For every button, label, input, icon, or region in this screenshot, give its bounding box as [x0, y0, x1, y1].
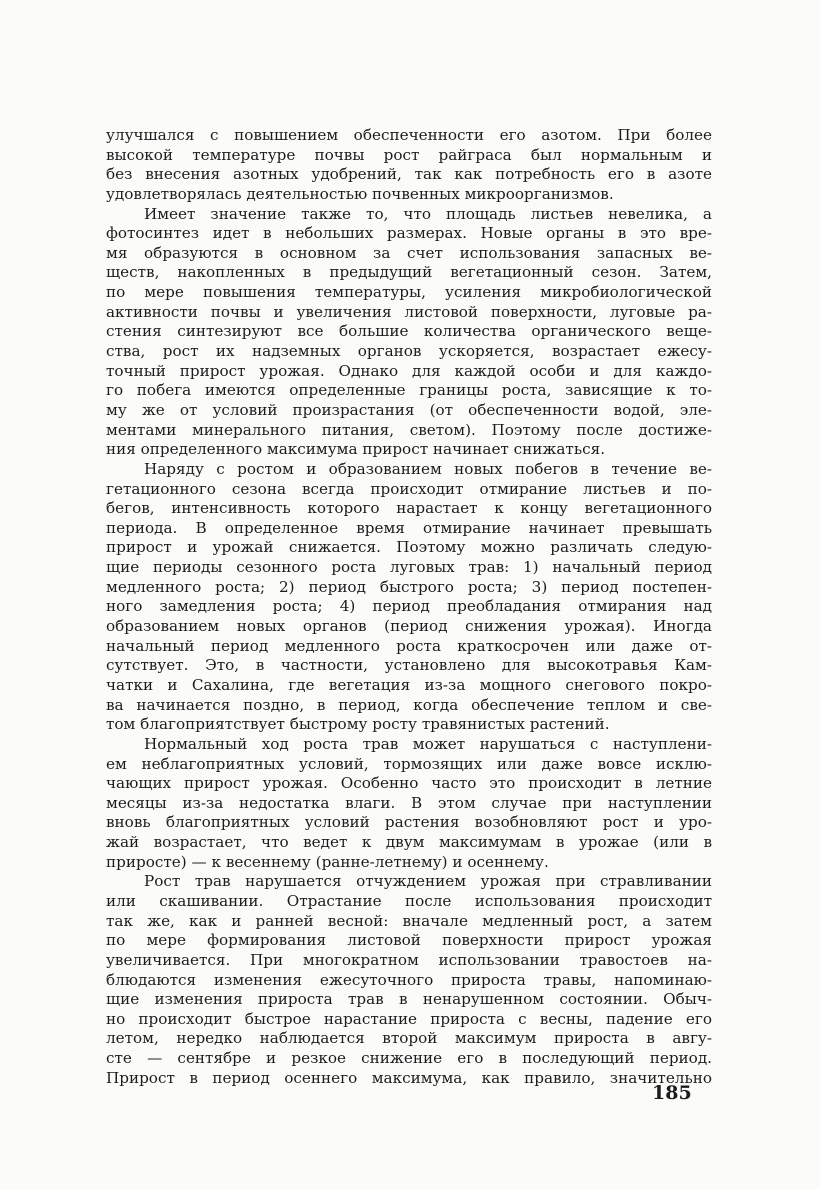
text-line: высокой температуре почвы рост райграса был нормальным и: [106, 145, 712, 164]
text-line: Наряду с ростом и образованием новых побегов в течение ве-: [144, 459, 712, 478]
text-line: Имеет значение также то, что площадь листьев невелика, а: [144, 204, 712, 223]
text-line: Рост трав нарушается отчуждением урожая при стравливании: [144, 872, 712, 891]
text-line: ментами минерального питания, светом). Поэтому после достиже-: [106, 420, 712, 439]
text-line: ва начинается поздно, в период, когда обеспечение теплом и све-: [106, 695, 712, 714]
text-line: по мере повышения температуры, усиления микробиологической: [106, 283, 712, 302]
text-line: но происходит быстрое нарастание прироста с весны, падение его: [106, 1009, 712, 1028]
text-line: образованием новых органов (период снижения урожая). Иногда: [106, 617, 712, 636]
paragraph-2: [106, 205, 712, 460]
text-line: периода. В определенное время отмирание начинает превышать: [106, 518, 712, 537]
text-line: увеличивается. При многократном использовании травостоев на-: [106, 950, 712, 969]
text-line: сте — сентябре и резкое снижение его в последующий период.: [106, 1049, 712, 1068]
text-line: Нормальный ход роста трав может нарушаться с наступлени-: [144, 734, 712, 753]
text-line: мя образуются в основном за счет использования запасных ве-: [106, 243, 712, 262]
text-line: сутствует. Это, в частности, установлено для высокотравья Кам-: [106, 656, 712, 675]
text-line: ного замедления роста; 4) период преобладания отмирания над: [106, 597, 712, 616]
text-line: так же, как и ранней весной: вначале медленный рост, а затем: [106, 911, 712, 930]
text-line: фотосинтез идет в небольших размерах. Новые органы в это вре-: [106, 224, 712, 243]
text-line: начальный период медленного роста краткосрочен или даже от-: [106, 636, 712, 655]
text-line: щие периоды сезонного роста луговых трав: 1) начальный период: [106, 558, 712, 577]
text-line: гетационного сезона всегда происходит отмирание листьев и по-: [106, 479, 712, 498]
text-line: го побега имеются определенные границы роста, зависящие к то-: [106, 381, 712, 400]
text-line: ния определенного максимума прирост начинает снижаться.: [106, 440, 606, 459]
text-line: без внесения азотных удобрений, так как потребность его в азоте: [106, 165, 712, 184]
text-line: вновь благоприятных условий растения возобновляют рост и уро-: [106, 813, 712, 832]
page-text: [106, 126, 712, 1088]
text-line: ществ, накопленных в предыдущий вегетационный сезон. Затем,: [106, 263, 712, 282]
text-line: медленного роста; 2) период быстрого роста; 3) период постепен-: [106, 577, 712, 596]
paragraph-3: [106, 460, 712, 735]
text-line: жай возрастает, что ведет к двум максимумам в урожае (или в: [106, 833, 712, 852]
text-line: Прирост в период осеннего максимума, как правило, значительно: [106, 1068, 712, 1087]
text-line: прирост и урожай снижается. Поэтому можно различать следую-: [106, 538, 712, 557]
text-line: стения синтезируют все большие количества органического веще-: [106, 322, 712, 341]
text-line: месяцы из-за недостатка влаги. В этом случае при наступлении: [106, 793, 712, 812]
text-line: приросте) — к весеннему (ранне-летнему) и осеннему.: [106, 852, 549, 871]
text-line: или скашивании. Отрастание после использования происходит: [106, 891, 712, 910]
text-line: том благоприятствует быстрому росту травянистых растений.: [106, 715, 610, 734]
text-line: бегов, интенсивность которого нарастает к концу вегетационного: [106, 499, 712, 518]
paragraph-5: [106, 872, 712, 1088]
text-line: удовлетворялась деятельностью почвенных микроорганизмов.: [106, 184, 614, 203]
text-line: улучшался с повышением обеспеченности его азотом. При более: [106, 126, 712, 144]
text-line: летом, нередко наблюдается второй максимум прироста в авгу-: [106, 1029, 712, 1048]
text-line: му же от условий произрастания (от обеспеченности водой, эле-: [106, 400, 712, 419]
text-line: щие изменения прироста трав в ненарушенном состоянии. Обыч-: [106, 990, 712, 1009]
text-line: ства, рост их надземных органов ускоряется, возрастает ежесу-: [106, 342, 712, 361]
text-line: чатки и Сахалина, где вегетация из-за мощного снегового покро-: [106, 675, 712, 694]
text-line: точный прирост урожая. Однако для каждой особи и для каждо-: [106, 361, 712, 380]
page-number: 185: [652, 1082, 692, 1104]
paragraph-1: [106, 126, 712, 205]
text-line: активности почвы и увеличения листовой поверхности, луговые ра-: [106, 302, 712, 321]
text-line: ем неблагоприятных условий, тормозящих или даже вовсе исклю-: [106, 754, 712, 773]
text-line: блюдаются изменения ежесуточного прироста травы, напоминаю-: [106, 970, 712, 989]
paragraph-4: [106, 735, 712, 872]
text-line: чающих прирост урожая. Особенно часто это происходит в летние: [106, 774, 712, 793]
text-line: по мере формирования листовой поверхности прирост урожая: [106, 931, 712, 950]
